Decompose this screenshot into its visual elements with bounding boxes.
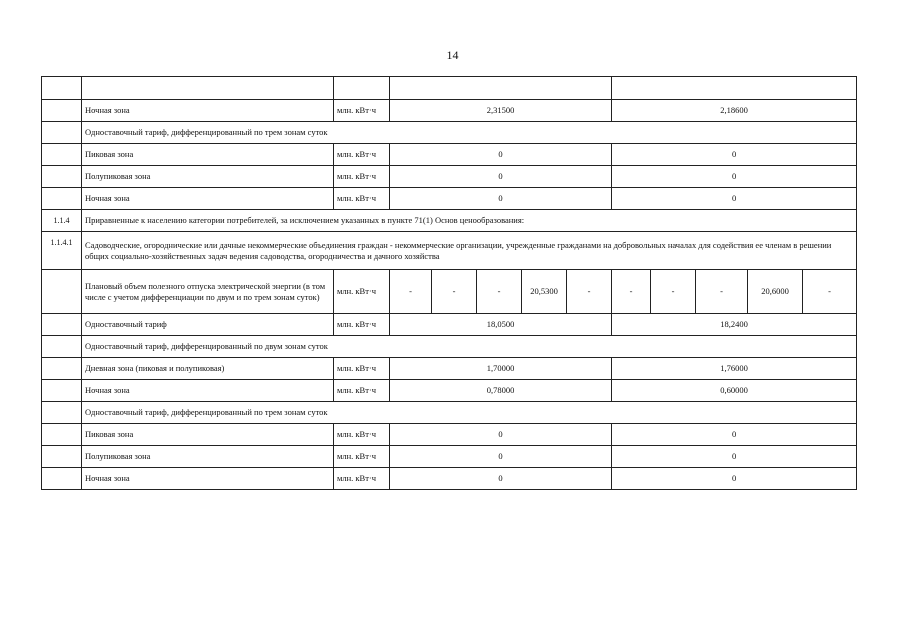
row-label: Пиковая зона (82, 424, 334, 446)
value-cell: 0 (390, 144, 612, 166)
table-row (42, 77, 857, 100)
row-number: 1.1.4.1 (42, 232, 82, 270)
tariff-table (41, 76, 857, 490)
value-cell: 20,5300 (522, 270, 567, 314)
value-cell: 0,60000 (612, 380, 857, 402)
unit-cell: млн. кВт·ч (334, 166, 390, 188)
table-row (42, 358, 857, 380)
value-cell: 0 (612, 166, 857, 188)
value-cell: 0 (390, 446, 612, 468)
unit-cell: млн. кВт·ч (334, 424, 390, 446)
row-label: Плановый объем полезного отпуска электрической энергии (в том числе с учетом дифференциации по двум и по трем зонам суток) (82, 270, 334, 314)
value-cell: 0,78000 (390, 380, 612, 402)
value-cell: 2,31500 (390, 100, 612, 122)
table-row (42, 122, 857, 144)
table-row (42, 210, 857, 232)
unit-cell: млн. кВт·ч (334, 144, 390, 166)
row-label: Ночная зона (82, 380, 334, 402)
value-cell: 20,6000 (748, 270, 803, 314)
value-cell: 18,0500 (390, 314, 612, 336)
row-label: Ночная зона (82, 100, 334, 122)
section-header: Одноставочный тариф, дифференцированный по трем зонам суток (82, 402, 857, 424)
section-header: Одноставочный тариф, дифференцированный по трем зонам суток (82, 122, 857, 144)
row-label: Пиковая зона (82, 144, 334, 166)
value-cell: 2,18600 (612, 100, 857, 122)
value-cell: 1,76000 (612, 358, 857, 380)
table-row (42, 166, 857, 188)
value-cell: - (567, 270, 612, 314)
unit-cell: млн. кВт·ч (334, 188, 390, 210)
value-cell: - (390, 270, 432, 314)
unit-cell: млн. кВт·ч (334, 380, 390, 402)
unit-cell: млн. кВт·ч (334, 270, 390, 314)
table-row (42, 188, 857, 210)
table-row (42, 402, 857, 424)
table-row (42, 144, 857, 166)
value-cell: 0 (612, 468, 857, 490)
value-cell: 0 (612, 188, 857, 210)
value-cell: 1,70000 (390, 358, 612, 380)
row-label: Полупиковая зона (82, 166, 334, 188)
table-row (42, 336, 857, 358)
value-cell: - (477, 270, 522, 314)
value-cell: 0 (612, 424, 857, 446)
table-row (42, 270, 857, 314)
table-row (42, 468, 857, 490)
unit-cell: млн. кВт·ч (334, 446, 390, 468)
row-number: 1.1.4 (42, 210, 82, 232)
value-cell: 0 (390, 188, 612, 210)
value-cell: - (803, 270, 857, 314)
row-label: Ночная зона (82, 188, 334, 210)
row-label: Одноставочный тариф (82, 314, 334, 336)
unit-cell: млн. кВт·ч (334, 100, 390, 122)
value-cell: - (432, 270, 477, 314)
value-cell: - (651, 270, 696, 314)
row-label: Ночная зона (82, 468, 334, 490)
page-number: 14 (446, 48, 459, 62)
table-row (42, 380, 857, 402)
value-cell: - (696, 270, 748, 314)
value-cell: 0 (390, 166, 612, 188)
unit-cell: млн. кВт·ч (334, 468, 390, 490)
value-cell: - (612, 270, 651, 314)
table-row (42, 446, 857, 468)
value-cell: 0 (612, 144, 857, 166)
row-label: Дневная зона (пиковая и полупиковая) (82, 358, 334, 380)
unit-cell: млн. кВт·ч (334, 358, 390, 380)
section-header: Одноставочный тариф, дифференцированный по двум зонам суток (82, 336, 857, 358)
value-cell: 0 (390, 468, 612, 490)
unit-cell: млн. кВт·ч (334, 314, 390, 336)
value-cell: 0 (390, 424, 612, 446)
value-cell: 18,2400 (612, 314, 857, 336)
value-cell: 0 (612, 446, 857, 468)
row-label: Полупиковая зона (82, 446, 334, 468)
table-row (42, 424, 857, 446)
section-header: Приравненные к населению категории потребителей, за исключением указанных в пункте 71(1) Основ ценообразования: (82, 210, 857, 232)
table-row (42, 232, 857, 270)
table-row (42, 314, 857, 336)
table-row (42, 100, 857, 122)
section-header: Садоводческие, огороднические или дачные некоммерческие объединения граждан - некоммерческие организации, учрежденные гражданами на добровольных началах для содействия ее членам в решении общих социально-хозяйственных задач ведения садоводства, огородничества и дачного хозяйства (82, 232, 857, 270)
